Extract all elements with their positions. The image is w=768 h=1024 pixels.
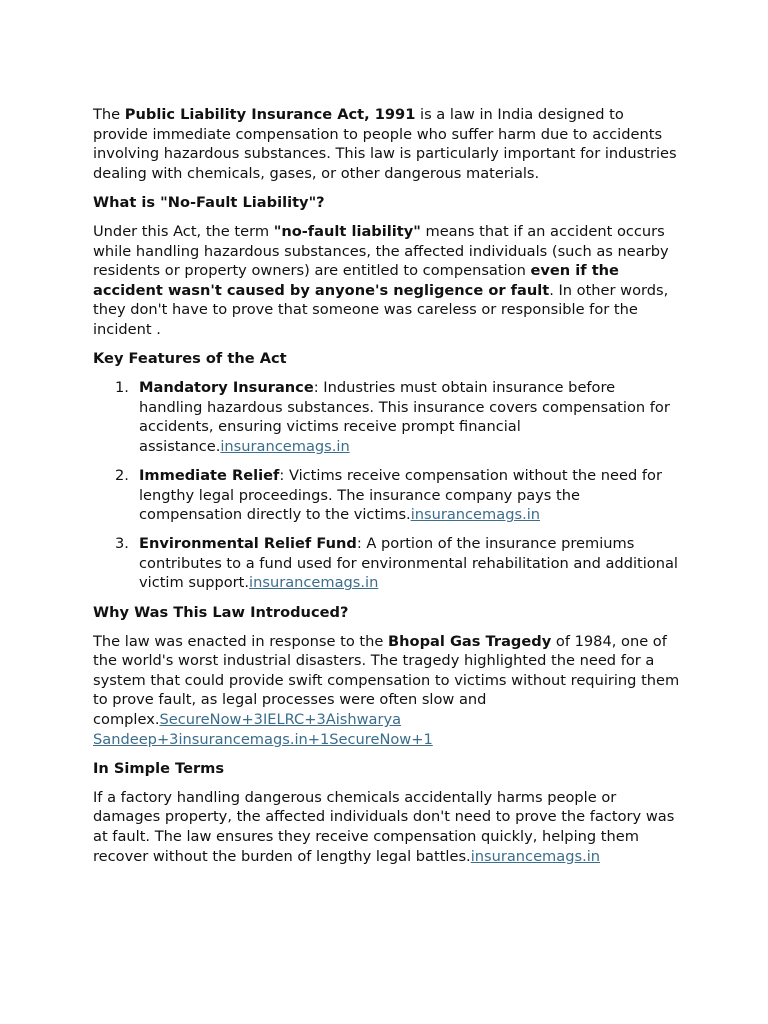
act-name: Public Liability Insurance Act, 1991 (124, 106, 416, 123)
list-item (93, 378, 683, 456)
no-fault-text-3: . In other words, they don't have to prove that someone was careless or responsible for the incident . (93, 281, 669, 338)
simple-text: If a factory handling dangerous chemicals accidentally harms people or damages property, the affected individuals don't need to prove the factory was at fault. The law ensures they receive compensation quickly, helping them recover without the burden of lengthy legal battles. (93, 788, 675, 865)
no-fault-text-1: Under this Act, the term (93, 222, 274, 240)
simple-paragraph (93, 788, 683, 866)
no-fault-paragraph (93, 222, 683, 340)
article-body (93, 105, 683, 876)
feature-title: Immediate Relief (139, 467, 280, 484)
source-link[interactable]: SecureNow+3IELRC+3Aishwarya Sandeep+3insurancemags.in+1SecureNow+1 (93, 711, 433, 748)
why-paragraph (93, 632, 683, 750)
list-number: 1. (115, 379, 129, 397)
source-link[interactable]: insurancemags.in (249, 574, 379, 592)
list-item (93, 534, 683, 593)
source-link[interactable]: insurancemags.in (220, 437, 350, 455)
heading-key-features: Key Features of the Act (93, 350, 287, 368)
why-text-2: of 1984, one of the world's worst industrial disasters. The tragedy highlighted the need for a system that could provide swift compensation to victims without requiring them to prove fault, as legal processes were often slow and complex. (93, 632, 680, 729)
intro-text-cont: is a law in India designed to provide immediate compensation to people who suffer harm due to accidents involving hazardous substances. This law is particularly important for industries dealing with chemicals, gases, or other dangerous materials. (93, 106, 677, 182)
source-link[interactable]: insurancemags.in (410, 506, 541, 524)
no-fault-term: "no-fault liability" (273, 222, 421, 240)
bhopal-tragedy: Bhopal Gas Tragedy (388, 632, 552, 650)
intro-paragraph (93, 105, 683, 183)
no-fault-emphasis: even if the accident wasn't caused by anyone's negligence or fault (93, 262, 619, 299)
source-link[interactable]: insurancemags.in (470, 847, 601, 865)
heading-no-fault: What is "No-Fault Liability"? (93, 193, 325, 211)
list-number: 3. (115, 535, 129, 553)
feature-text: : A portion of the insurance premiums contributes to a fund used for environmental rehabilitation and additional victim support. (139, 535, 678, 592)
feature-title: Environmental Relief Fund (139, 535, 357, 553)
no-fault-text-2: means that if an accident occurs while handling hazardous substances, the affected individuals (such as nearby residents or property owners) are entitled to compensation (93, 222, 669, 280)
list-number: 2. (115, 467, 129, 484)
feature-title: Mandatory Insurance (139, 379, 314, 397)
feature-text: : Industries must obtain insurance before handling hazardous substances. This insurance covers compensation for accidents, ensuring victims receive prompt financial assistance. (139, 379, 670, 455)
intro-text: The (93, 106, 125, 123)
heading-why-introduced: Why Was This Law Introduced? (93, 603, 349, 621)
why-text-1: The law was enacted in response to the (93, 632, 389, 650)
heading-simple-terms: In Simple Terms (93, 759, 225, 777)
feature-text: : Victims receive compensation without the need for lengthy legal proceedings. The insurance company pays the compensation directly to the victims. (139, 467, 662, 524)
features-list (93, 378, 683, 593)
list-item (93, 466, 683, 525)
